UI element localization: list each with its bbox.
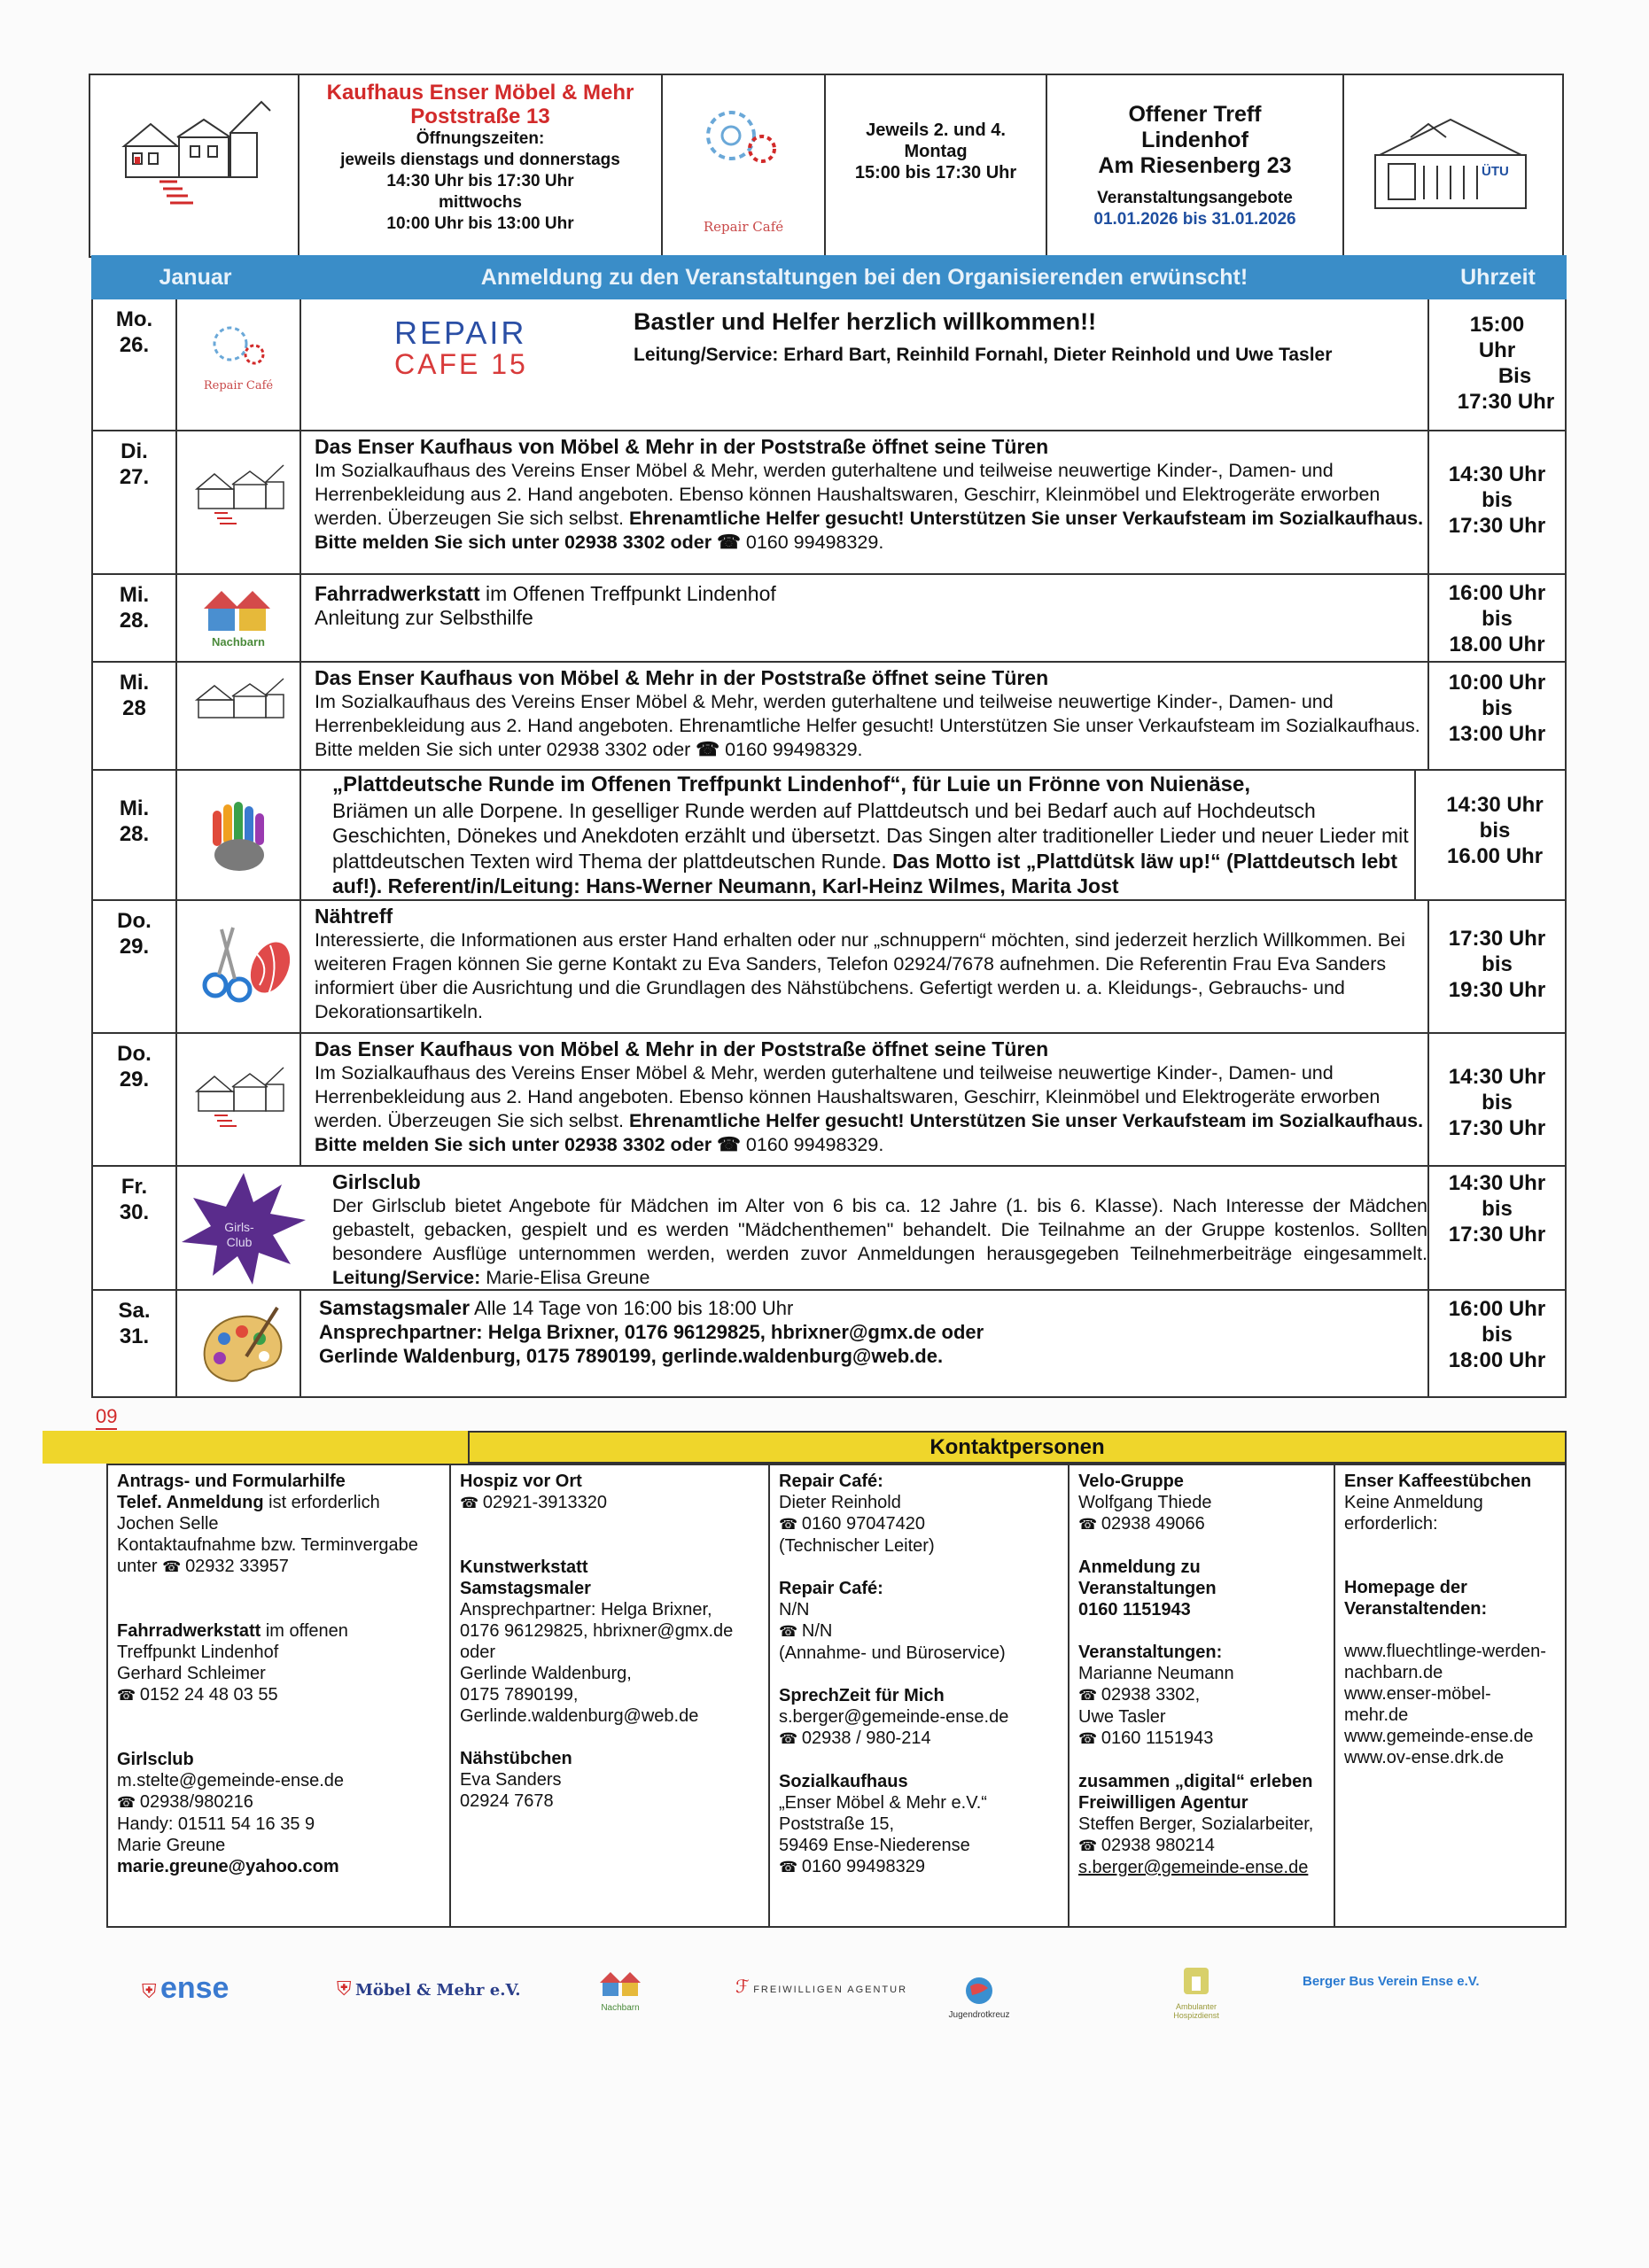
time-end: 13:00 Uhr [1448,722,1546,746]
day-name: Di. [121,439,148,463]
logo-repair-text: REPAIR [394,315,527,351]
day-date: 28. [119,609,150,633]
event-text: Ansprechpartner: Helga Brixner, 0176 96129825, hbrixner@gmx.de oder [319,1321,984,1343]
ense-logo-text: ense [159,1971,229,2005]
contact-email[interactable]: Gerlinde.waldenburg@web.de [460,1706,699,1726]
time-start: 17:30 Uhr [1448,927,1546,951]
event-description [315,582,1427,630]
contact-line: Eva Sanders [460,1770,562,1790]
contact-column-3 [770,1465,1070,1926]
contact-line: 02924 7678 [460,1791,554,1811]
contact-phone: ☎ 02938 / 980-214 [779,1728,1059,1750]
event-time [1427,1034,1565,1165]
contact-email-link[interactable]: s.berger@gemeinde-ense.de [1078,1858,1309,1877]
event-phone: 0160 99498329. [745,1134,884,1155]
contact-line: Wolfgang Thiede [1078,1493,1212,1512]
event-day [93,299,177,430]
day-date: 30. [119,1200,150,1224]
contact-phone: ☎ 02921-3913320 [460,1492,759,1514]
time-bis: bis [1479,819,1511,843]
time-end: 17:30 Uhr [1457,390,1555,414]
event-row [93,430,1565,573]
phone-icon: ☎ [696,739,720,760]
time-end: 16.00 Uhr [1446,844,1544,868]
homepage-link[interactable]: www.enser-möbel- [1344,1684,1491,1704]
day-date: 29. [119,935,150,959]
contact-line: 59469 Ense-Niederense [779,1836,970,1855]
contact-heading: 0160 1151943 [1078,1600,1191,1619]
contact-heading: Kunstwerkstatt [460,1557,588,1577]
contact-line: Kontaktaufnahme bzw. Terminvergabe [117,1535,418,1555]
contact-heading: Hospiz vor Ort [460,1472,582,1491]
event-row [93,661,1565,769]
contact-heading: Fahrradwerkstatt [117,1621,261,1641]
event-description [315,905,1427,1024]
contact-line: ist erforderlich [268,1493,380,1512]
event-icon-cell [177,299,301,430]
nachbarn-text: Nachbarn [212,635,265,649]
contact-line: Marie Greune [117,1836,226,1855]
contact-line: (Annahme- und Büroservice) [779,1643,1006,1663]
event-description [315,435,1427,555]
contact-heading: Samstagsmaler [460,1579,591,1598]
shield-icon: ⛨ [337,1977,352,2000]
freiwilligen-logo-text: FREIWILLIGEN AGENTUR [753,1984,908,1995]
day-name: Mi. [119,583,150,607]
event-phone: 0160 99498329. [745,532,884,553]
contact-line: Jochen Selle [117,1514,219,1534]
event-day [93,901,177,1032]
event-bold-text: Das Motto ist „Plattdütsk läw up!“ (Plattdeutsch lebt auf!). Referent/in/Leitung: Hans-Werner Neumann, Karl-Heinz Wilmes, Marita Jost [332,849,1397,897]
contact-phone: ☎ 02938 49066 [1078,1513,1325,1535]
event-lead: Marie-Elisa Greune [486,1267,650,1288]
contact-heading: Velo-Gruppe [1078,1472,1184,1491]
contact-column-5 [1335,1465,1568,1926]
contact-phone: ☎ N/N [779,1620,1059,1643]
time-bis: bis [1482,952,1513,976]
header-box [89,74,1564,258]
time-start: 15:00 [1469,313,1525,337]
contact-phone: ☎ 02938 980214 [1078,1835,1325,1857]
contact-line: Keine Anmeldung [1344,1493,1483,1512]
event-icon-cell [177,663,301,769]
treff-line4: Veranstaltungsangebote [1097,189,1293,207]
day-name: Do. [117,1042,152,1066]
treff-cell [1047,75,1344,256]
day-name: Mi. [119,796,150,820]
event-text: Der Girlsclub bietet Angebote für Mädchen im Alter von 6 bis ca. 12 Jahre (1. bis 6. Klasse). Nach Interesse der Mädchen gebastelt, gebacken, gespielt und es werden "Mädchenthemen" behandelt. Die Teilnahme an der Gruppe kostenlos. Sollten besondere Ausflüge unternommen werden, werden zuvor Anmeldungen herausgegeben Teilnehmerbeiträge eingesammelt. [332,1195,1427,1264]
shield-icon: ⛨ [142,1980,157,2002]
event-title: „Plattdeutsche Runde im Offenen Treffpunkt Lindenhof“, für Luie un Frönne von Nuienäse, [332,773,1251,796]
day-date: 31. [119,1324,150,1348]
contact-line: Handy: 01511 54 16 35 9 [117,1814,315,1834]
event-text: Briämen un alle Dorpene. In geselliger Runde werden auf Plattdeutsch und bei Bedarf auch auf Hochdeutsch Geschichten, Dönekes und Anekdoten erzählt und übersetzt. Das Singen alter traditioneller Lieder und neuer Lieder mit plattdeutschen Texten wird Thema der plattdeutschen Runde. [332,798,1409,873]
event-title: Fahrradwerkstatt [315,582,480,605]
event-description [634,308,1431,366]
building-sign: ÜTU [1482,164,1509,179]
homepage-link[interactable]: mehr.de [1344,1705,1409,1725]
event-row [93,769,1565,899]
contact-heading: Antrags- und Formularhilfe [117,1472,346,1491]
event-day [93,771,177,899]
contact-line: N/N [779,1600,810,1619]
month-label: Januar [159,265,232,290]
repair-times-cell [826,75,1047,256]
time-start: 14:30 Uhr [1446,793,1544,817]
homepage-link[interactable]: www.gemeinde-ense.de [1344,1727,1534,1746]
contact-line: unter [117,1557,158,1576]
contact-heading: Veranstaltungen [1078,1579,1217,1598]
contact-line: Steffen Berger, Sozialarbeiter, [1078,1814,1314,1834]
contact-phone: ☎ 02938/980216 [117,1791,440,1814]
store-house-icon [188,1060,294,1131]
homepage-link[interactable]: nachbarn.de [1344,1663,1443,1682]
contact-line: „Enser Möbel & Mehr e.V.“ [779,1793,987,1813]
colorful-hands-icon [204,797,275,877]
event-icon-cell [177,901,301,1032]
time-header: Uhrzeit [1460,265,1536,290]
event-title: Nähtreff [315,905,393,928]
store-house-icon [188,673,294,726]
event-row [93,1032,1565,1165]
contact-line: im offenen [265,1621,348,1641]
repair-when3: 15:00 bis 17:30 Uhr [854,163,1017,183]
event-day [93,1034,177,1165]
event-row [93,1165,1565,1289]
repair-gear-icon [199,317,279,379]
logo-cafe-text: CAFE 15 [394,348,528,380]
event-description [332,1170,1427,1290]
contact-heading: Homepage der [1344,1578,1467,1597]
contact-column-2 [451,1465,770,1926]
day-name: Do. [117,909,152,933]
event-time [1427,575,1565,661]
event-time [1427,663,1565,769]
repair-cafe-logo [394,317,572,379]
day-name: Mo. [115,307,153,331]
jugend-logo [939,1976,1019,2020]
event-text: Im Sozialkaufhaus des Vereins Enser Möbel & Mehr, werden guterhaltene und teilweise neuwertige Kinder-, Damen- und Herrenbekleidung aus 2. Hand angeboten. Ehrenamtliche Helfer gesucht! Unterstützen Sie unser Verkaufsteam im Sozialkaufhaus. Bitte melden Sie sich unter 02938 3302 oder [315,691,1420,760]
event-icon-cell [177,1167,301,1289]
event-phone: 0160 99498329. [725,739,863,760]
hospiz-logo-text: Ambulanter Hospizdienst [1173,2002,1219,2020]
event-description [319,1296,1427,1368]
time-end: 17:30 Uhr [1448,1223,1546,1247]
contacts-table [106,1464,1567,1928]
event-day [93,575,177,661]
treff-line2: Lindenhof [1141,128,1248,152]
contact-heading: zusammen „digital“ erleben [1078,1772,1313,1791]
paint-palette-icon [193,1303,291,1392]
day-date: 28 [122,696,146,720]
contact-heading: Repair Café: [779,1579,883,1598]
treff-line1: Offener Treff [1128,102,1262,127]
event-description [315,1037,1427,1157]
contact-line: erforderlich: [1344,1514,1438,1534]
store-cell [299,75,663,256]
store-name: Kaufhaus Enser Möbel & Mehr [326,81,634,105]
contact-line: 0175 7890199, [460,1685,579,1705]
event-text: Anleitung zur Selbsthilfe [315,606,533,629]
contact-line: Uwe Tasler [1078,1707,1166,1727]
event-bold-text: Ehrenamtliche Helfer gesucht! Unterstützen Sie unser Verkaufsteam im Sozialkaufhaus. Bitte melden Sie sich unter 02938 3302 oder [315,508,1424,553]
hospiz-logo [1161,1962,1232,2020]
time-start: 14:30 Uhr [1448,1171,1546,1195]
freiwilligen-logo [735,1976,907,1998]
contact-heading: Girlsclub [117,1750,194,1769]
bus-logo [1303,1974,1480,1990]
contact-heading: Veranstaltungen: [1078,1643,1223,1662]
phone-icon: ☎ [717,1134,741,1155]
page-number: 09 [96,1405,117,1430]
contact-heading: Nähstübchen [460,1749,572,1768]
repair-when2: Montag [904,142,968,161]
building-cell [1344,75,1566,256]
contact-email[interactable]: s.berger@gemeinde-ense.de [779,1707,1009,1727]
time-end: 17:30 Uhr [1448,1116,1546,1140]
treff-line3: Am Riesenberg 23 [1098,153,1292,178]
contact-heading: Enser Kaffeestübchen [1344,1472,1532,1491]
contact-column-1 [108,1465,451,1926]
contact-line: (Technischer Leiter) [779,1536,935,1556]
time-start: 10:00 Uhr [1448,671,1546,695]
globe-icon [961,1976,997,2006]
event-icon-cell [177,1034,301,1165]
treff-period: 01.01.2026 bis 31.01.2026 [1093,210,1296,229]
homepage-link[interactable]: www.fluechtlinge-werden- [1344,1642,1546,1661]
event-icon-cell [177,575,301,661]
event-time [1414,771,1565,899]
event-day [93,663,177,769]
time-bis: bis [1482,607,1513,631]
house-drawing-icon [106,84,284,217]
contact-heading: Freiwilligen Agentur [1078,1793,1248,1813]
repair-logo-text: Repair Café [703,219,784,235]
contact-phone: ☎ 0160 97047420 [779,1513,1059,1535]
event-time [1427,299,1565,430]
event-lead: Leitung/Service: Erhard Bart, Reinhild Fornahl, Dieter Reinhold und Uwe Tasler [634,345,1333,365]
event-icon-cell [177,771,301,899]
event-title: Das Enser Kaufhaus von Möbel & Mehr in der Poststraße öffnet seine Türen [315,435,1049,458]
nachbarn-houses-icon [598,1969,642,1999]
day-date: 28. [119,822,150,846]
event-title: Samstagsmaler [319,1296,471,1319]
sewing-scissors-icon [191,919,297,1016]
contact-line: Treffpunkt Lindenhof [117,1643,279,1662]
contact-line: Ansprechpartner: Helga Brixner, [460,1600,712,1619]
time-end: 19:30 Uhr [1448,978,1546,1002]
time-bis: bis [1482,1091,1513,1115]
hours-time2: 10:00 Uhr bis 13:00 Uhr [386,214,574,233]
girls-club-text2: Club [226,1235,253,1249]
contact-line: Gerhard Schleimer [117,1664,266,1683]
time-bis: Bis [1497,364,1532,388]
jugend-logo-text: Jugendrotkreuz [948,2010,1010,2020]
event-title: Das Enser Kaufhaus von Möbel & Mehr in der Poststraße öffnet seine Türen [315,1037,1049,1060]
ense-logo [142,1971,229,2006]
time-start: 14:30 Uhr [1448,462,1546,486]
events-table [91,299,1567,1398]
contact-heading: SprechZeit für Mich [779,1686,945,1705]
nachbarn-houses-icon [199,582,279,635]
event-bold-text: Gerlinde Waldenburg, 0175 7890199, gerlinde.waldenburg@web.de. [319,1345,944,1367]
repair-small-text: Repair Café [203,379,274,392]
event-time [1427,1291,1565,1398]
contact-line: Gerlinde Waldenburg, [460,1664,632,1683]
building-drawing-icon [1362,111,1539,217]
event-title: Bastler und Helfer herzlich willkommen!! [634,308,1097,335]
contact-phone: ☎ 02938 3302, [1078,1684,1325,1706]
registration-note: Anmeldung zu den Veranstaltungen bei den Organisierenden erwünscht! [480,265,1248,290]
time-start: 16:00 Uhr [1448,1297,1546,1321]
contact-heading: Repair Café: [779,1472,883,1491]
time-bis: bis [1482,1323,1513,1347]
event-row [93,1289,1565,1398]
hours-day2: mittwochs [439,193,522,212]
contact-phone: ☎ 0160 99498329 [779,1856,1059,1878]
time-bis: bis [1482,696,1513,720]
event-bold-text: Ehrenamtliche Helfer gesucht! Unterstützen Sie unser Verkaufsteam im Sozialkaufhaus. Bitte melden Sie sich unter 02938 3302 oder [315,1110,1424,1155]
contact-line: 0176 96129825, hbrixner@gmx.de [460,1621,734,1641]
event-row [93,299,1565,430]
day-name: Mi. [119,671,150,695]
time-bis: bis [1482,1197,1513,1221]
event-day [93,1291,177,1398]
time-start: 14:30 Uhr [1448,1065,1546,1089]
contact-phone: ☎ 02932 33957 [162,1557,289,1576]
contacts-title: Kontaktpersonen [468,1431,1567,1464]
girls-club-text1: Girls- [224,1220,254,1234]
event-time [1427,1167,1565,1289]
time-end: 18:00 Uhr [1448,1348,1546,1372]
event-text: Interessierte, die Informationen aus erster Hand erhalten oder nur „schnuppern“ möchten, sind jederzeit herzlich Willkommen. Bei weiteren Fragen können Sie gerne Kontakt zu Eva Sanders, Telefon 02924/7678 aufnehmen. Die Referentin Frau Eva Sanders informiert über die Ausrichtung und die Grundlagen des Nähstübchens. Gefertigt werden u. a. Kleidungs-, Gebrauchs- und Dekorationsartikeln. [315,929,1405,1022]
event-time [1427,901,1565,1032]
event-row [93,573,1565,661]
day-name: Sa. [118,1299,151,1323]
contact-phone: ☎ 0152 24 48 03 55 [117,1684,440,1706]
store-street: Poststraße 13 [410,105,550,128]
nachbarn-logo [585,1969,656,2013]
gear-icon [691,100,797,198]
fa-mark-icon: ℱ [735,1977,750,1997]
phone-icon: ☎ [717,532,741,553]
contact-line: oder [460,1643,496,1662]
event-description [332,773,1414,899]
hours-label: Öffnungszeiten: [416,129,545,148]
event-bold-text: Leitung/Service: [332,1267,481,1288]
event-icon-cell [177,431,301,573]
contact-email[interactable]: m.stelte@gemeinde-ense.de [117,1771,344,1790]
contact-line: Marianne Neumann [1078,1664,1234,1683]
event-title: Girlsclub [332,1170,421,1193]
event-text: Im Sozialkaufhaus des Vereins Enser Möbel & Mehr, werden guterhaltene und teilweise neuwertige Kinder-, Damen- und Herrenbekleidung aus 2. Hand angeboten. Ebenso können Haushaltswaren, Geschirr, Kleinmöbel und Elektrogeräte erworben werden. Überzeugen Sie sich selbst. [315,1062,1381,1131]
contact-heading: Veranstaltenden: [1344,1599,1488,1619]
event-text: Im Sozialkaufhaus des Vereins Enser Möbel & Mehr, werden guterhaltene und teilweise neuwertige Kinder-, Damen- und Herrenbekleidung aus 2. Hand angeboten. Ebenso können Haushaltswaren, Geschirr, Kleinmöbel und Elektrogeräte erworben werden. Überzeugen Sie sich selbst. [315,460,1381,529]
time-end: 17:30 Uhr [1448,514,1546,538]
time-end: 18.00 Uhr [1449,633,1545,656]
moebel-logo-text: Möbel & Mehr e.V. [354,1981,521,2000]
day-date: 29. [119,1068,150,1091]
time-bis: bis [1482,488,1513,512]
house-cell [90,75,299,256]
hours-time1: 14:30 Uhr bis 17:30 Uhr [386,172,574,190]
homepage-link[interactable]: www.ov-ense.drk.de [1344,1748,1505,1767]
event-row [93,899,1565,1032]
event-description [315,666,1427,762]
contact-column-4 [1070,1465,1335,1926]
event-title-rest: Alle 14 Tage von 16:00 bis 18:00 Uhr [473,1297,794,1319]
time-unit: Uhr [1478,338,1516,362]
bus-logo-text: Berger Bus Verein Ense e.V. [1303,1974,1480,1989]
repair-logo-cell [663,75,826,256]
nachbarn-logo-text: Nachbarn [601,2003,640,2013]
moebel-logo [337,1977,521,2000]
contact-bold: Telef. Anmeldung [117,1493,264,1512]
event-day [93,431,177,573]
repair-when1: Jeweils 2. und 4. [866,120,1006,140]
girls-club-label [177,1220,301,1250]
day-date: 26. [119,333,150,357]
contact-heading: Sozialkaufhaus [779,1772,908,1791]
event-title-rest: im Offenen Treffpunkt Lindenhof [486,582,776,605]
store-house-icon [188,458,294,529]
event-title: Das Enser Kaufhaus von Möbel & Mehr in der Poststraße öffnet seine Türen [315,666,1049,689]
hours-days: jeweils dienstags und donnerstags [340,151,620,169]
time-start: 16:00 Uhr [1448,581,1546,605]
month-bar [91,255,1567,299]
day-date: 27. [119,465,150,489]
day-name: Fr. [121,1175,148,1199]
event-icon-cell [177,1291,301,1398]
contact-line: Poststraße 15, [779,1814,895,1834]
contact-email[interactable]: marie.greune@yahoo.com [117,1857,339,1876]
contact-line: Dieter Reinhold [779,1493,901,1512]
event-time [1427,431,1565,573]
hospiz-house-icon [1178,1962,1214,1998]
contact-heading: Anmeldung zu [1078,1557,1201,1577]
event-day [93,1167,177,1289]
contact-phone: ☎ 0160 1151943 [1078,1728,1325,1750]
